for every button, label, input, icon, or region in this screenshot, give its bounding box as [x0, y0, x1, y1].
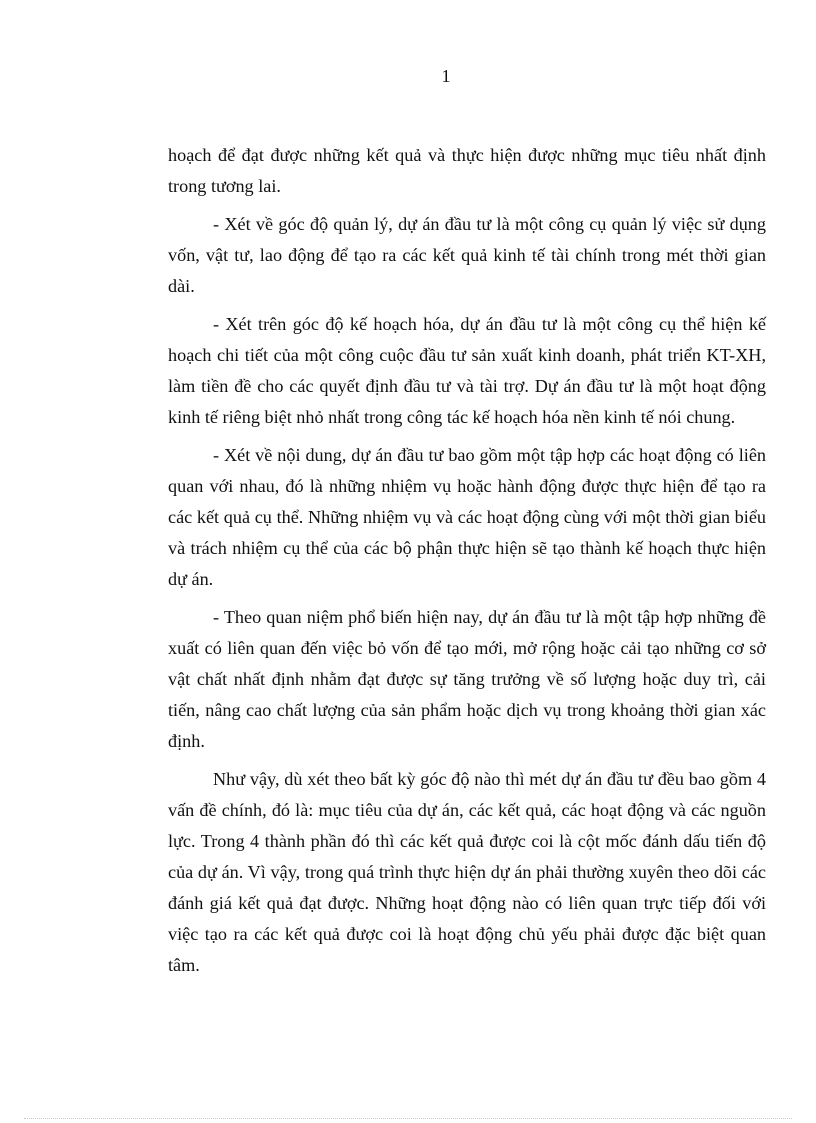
page-number: 1	[441, 66, 451, 86]
paragraph-common-concept: - Theo quan niệm phổ biến hiện nay, dự án đầu tư là một tập hợp những đề xuất có liên quan đến việc bỏ vốn để tạo mới, mở rộng hoặc cải tạo những cơ sở vật chất nhất định nhằm đạt được sự tăng trưởng về số lượng hoặc duy trì, cải tiến, nâng cao chất lượng của sản phẩm hoặc dịch vụ trong khoảng thời gian xác định.	[168, 607, 766, 751]
document-body	[168, 140, 766, 988]
paragraph-content-view: - Xét về nội dung, dự án đầu tư bao gồm một tập hợp các hoạt động có liên quan với nhau, đó là những nhiệm vụ hoặc hành động được thực hiện để tạo ra các kết quả cụ thể. Những nhiệm vụ và các hoạt động cùng với một thời gian biểu và trách nhiệm cụ thể của các bộ phận thực hiện sẽ tạo thành kế hoạch thực hiện dự án.	[168, 445, 766, 589]
paragraph-management-view: - Xét về góc độ quản lý, dự án đầu tư là một công cụ quản lý việc sử dụng vốn, vật tư, lao động để tạo ra các kết quả kinh tế tài chính trong mét thời gian dài.	[168, 214, 766, 296]
paragraph-planning-view: - Xét trên góc độ kế hoạch hóa, dự án đầu tư là một công cụ thể hiện kế hoạch chi tiết của một công cuộc đầu tư sản xuất kinh doanh, phát triển KT-XH, làm tiền đề cho các quyết định đầu tư và tài trợ. Dự án đầu tư là một hoạt động kinh tế riêng biệt nhỏ nhất trong công tác kế hoạch hóa nền kinh tế nói chung.	[168, 314, 766, 427]
paragraph-continuation: hoạch để đạt được những kết quả và thực hiện được những mục tiêu nhất định trong tương lai.	[168, 145, 766, 196]
paragraph-conclusion: Như vậy, dù xét theo bất kỳ góc độ nào thì mét dự án đầu tư đều bao gồm 4 vấn đề chính, đó là: mục tiêu của dự án, các kết quả, các hoạt động và các nguồn lực. Trong 4 thành phần đó thì các kết quả được coi là cột mốc đánh dấu tiến độ của dự án. Vì vậy, trong quá trình thực hiện dự án phải thường xuyên theo dõi các đánh giá kết quả đạt được. Những hoạt động nào có liên quan trực tiếp đối với việc tạo ra các kết quả được coi là hoạt động chủ yếu phải được đặc biệt quan tâm.	[168, 769, 766, 975]
page-bottom-divider	[24, 1118, 792, 1119]
